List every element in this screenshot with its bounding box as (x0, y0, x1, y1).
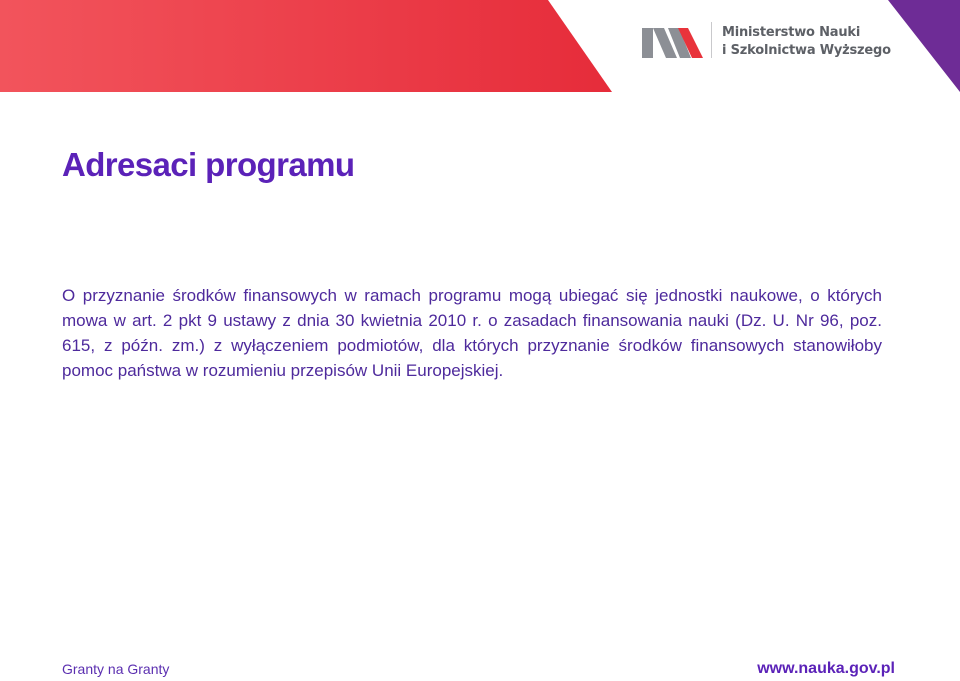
ministry-name (722, 24, 891, 60)
ministry-logo-icon (642, 28, 703, 58)
slide-title: Adresaci programu (62, 146, 355, 183)
header-banner (0, 0, 960, 92)
footer-program-name: Granty na Granty (62, 661, 170, 677)
purple-corner-shape (888, 0, 960, 92)
slide-paragraph: O przyznanie środków finansowych w ramach programu mogą ubiegać się jednostki naukowe, o których mowa w art. 2 pkt 9 ustawy z dnia 30 kwietnia 2010 r. o zasadach finansowania nauki (Dz. U. Nr 96, poz. 615, z późn. zm.) z wyłączeniem podmiotów, dla których przyznanie środków finansowych stanowiłoby pomoc państwa w rozumieniu przepisów Unii Europejskiej. (62, 286, 882, 380)
footer-website-link[interactable]: www.nauka.gov.pl (757, 660, 895, 677)
red-banner-shape (0, 0, 612, 92)
logo-divider (711, 22, 712, 58)
ministry-name-line1: Ministerstwo Nauki (722, 25, 861, 40)
ministry-name-line2: i Szkolnictwa Wyższego (722, 43, 891, 58)
